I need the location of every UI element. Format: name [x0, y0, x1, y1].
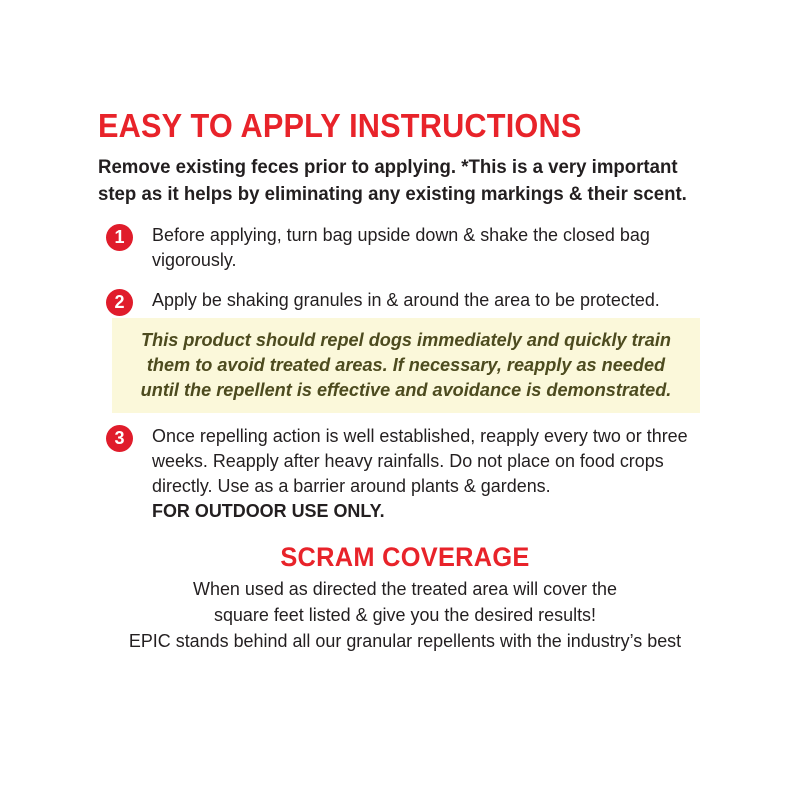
step-text-3-body: Once repelling action is well established, reapply every two or three weeks. Reapply after heavy rainfalls. Do not place on food crops directly. Use as a barrier around plants & gardens. [152, 425, 688, 496]
step-item-2 [98, 287, 702, 312]
highlight-callout-box [112, 318, 700, 413]
coverage-line-3: EPIC stands behind all our granular repellents with the industry’s best [128, 630, 682, 651]
intro-paragraph: Remove existing feces prior to applying. *This is a very important step as it helps by eliminating any existing markings & their scent. [98, 156, 687, 205]
coverage-line-1: When used as directed the treated area will cover the [193, 578, 617, 599]
step-text-2: Apply be shaking granules in & around the area to be protected. [152, 289, 660, 310]
content-column [98, 108, 702, 654]
page-title: EASY TO APPLY INSTRUCTIONS [98, 107, 582, 144]
coverage-line-2: square feet listed & give you the desired results! [213, 604, 597, 625]
callout-text: This product should repel dogs immediately and quickly train them to avoid treated areas. If necessary, reapply as needed until the repellent is effective and avoidance is demonstrated. [140, 329, 672, 400]
step-number-badge-3: 3 [106, 425, 133, 452]
step-text-3 [152, 423, 705, 523]
outdoor-use-notice: FOR OUTDOOR USE ONLY. [152, 500, 385, 521]
step-text-1: Before applying, turn bag upside down & shake the closed bag vigorously. [152, 224, 650, 270]
step-item-3 [98, 423, 702, 523]
step-number-badge-1: 1 [106, 224, 133, 251]
coverage-body [107, 576, 703, 654]
coverage-title: SCRAM COVERAGE [280, 542, 530, 572]
step-number-badge-2: 2 [106, 289, 133, 316]
coverage-section [98, 541, 712, 654]
step-item-1 [98, 222, 702, 272]
